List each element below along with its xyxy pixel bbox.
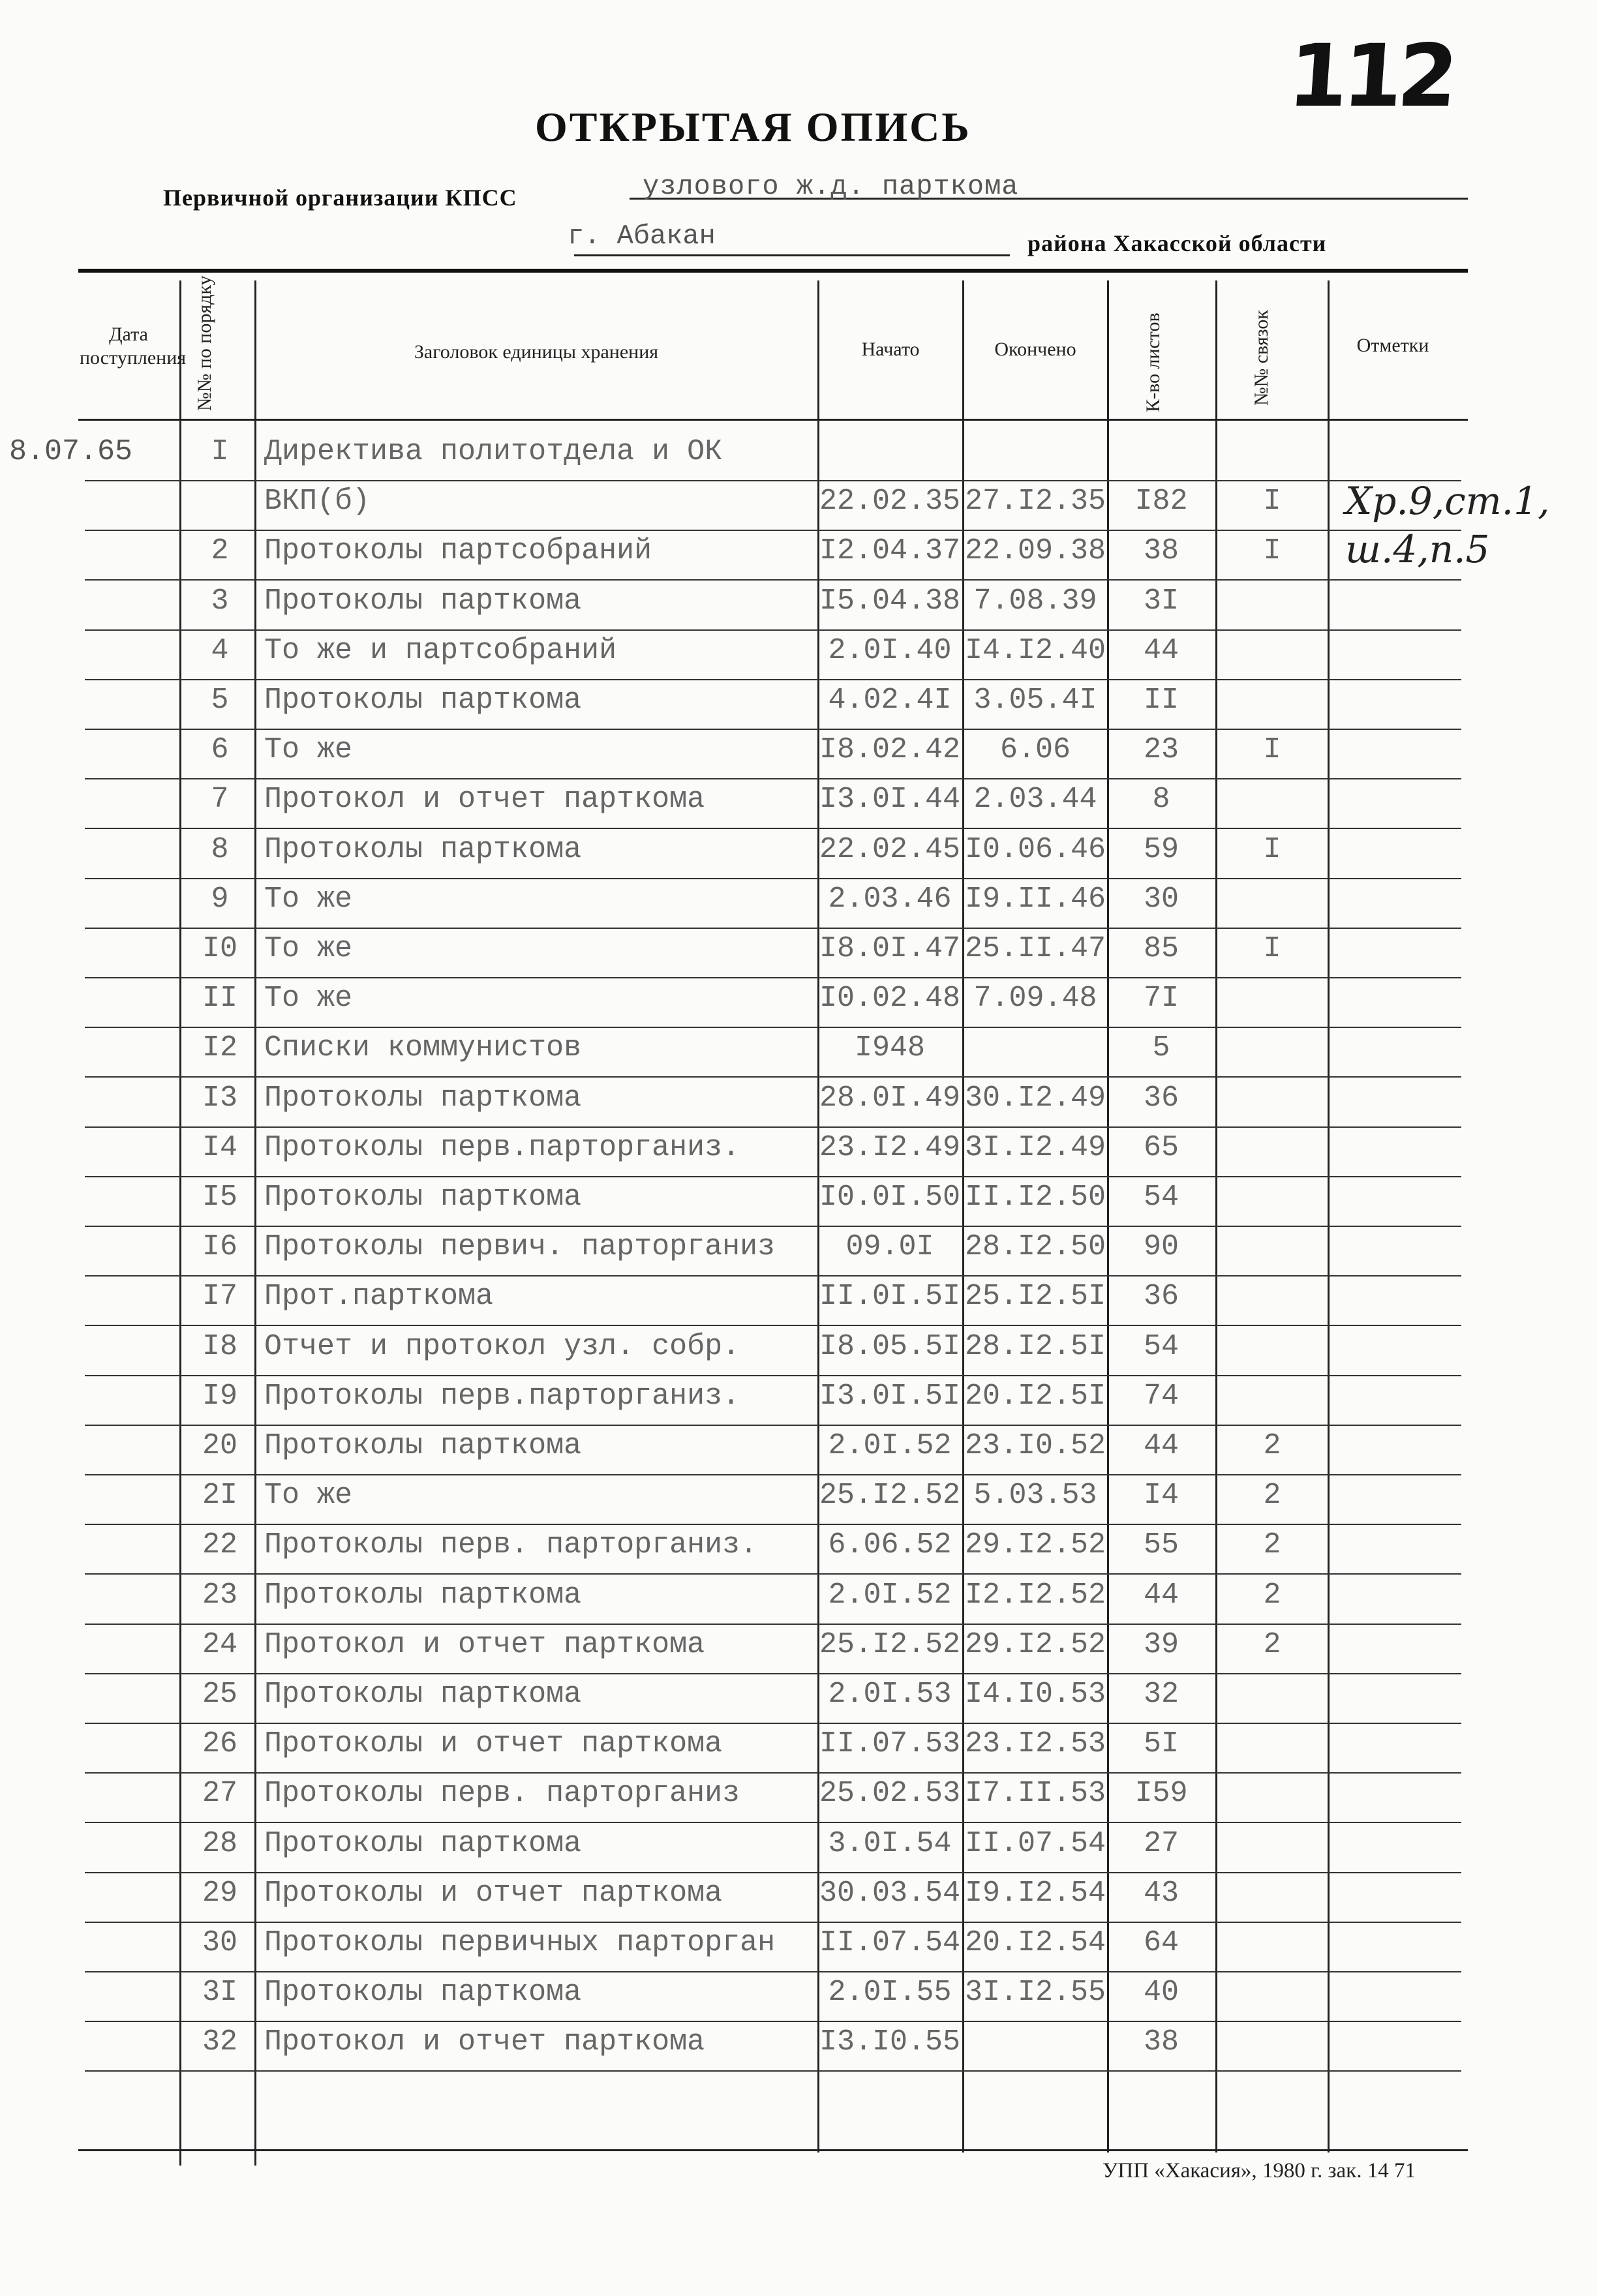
row-start-date: 25.02.53 bbox=[819, 1777, 961, 1810]
row-title: Протоколы парткома bbox=[264, 1429, 582, 1462]
row-sheet-count: I4 bbox=[1143, 1479, 1179, 1512]
row-separator bbox=[85, 1573, 1461, 1575]
row-title: Протоколы первичных парторган bbox=[264, 1926, 776, 1959]
row-title: Протоколы парткома bbox=[264, 1081, 582, 1115]
row-end-date: 23.I2.53 bbox=[964, 1727, 1106, 1760]
row-sheet-count: 44 bbox=[1143, 1429, 1179, 1462]
row-end-date: 6.06 bbox=[999, 733, 1071, 766]
row-bundle-number: I bbox=[1263, 932, 1281, 965]
page-title: ОТКРЫТАЯ ОПИСЬ bbox=[535, 104, 971, 150]
row-title: Списки коммунистов bbox=[264, 1031, 582, 1065]
row-end-date: 28.I2.50 bbox=[964, 1230, 1106, 1263]
row-start-date: 22.02.45 bbox=[819, 833, 961, 866]
row-start-date: 25.I2.52 bbox=[819, 1479, 961, 1512]
row-end-date: I4.I0.53 bbox=[964, 1678, 1106, 1711]
row-end-date: I9.I2.54 bbox=[964, 1877, 1106, 1910]
row-title: Протоколы перв. парторганиз bbox=[264, 1777, 740, 1810]
row-number: 28 bbox=[202, 1827, 237, 1860]
row-start-date: I3.0I.5I bbox=[819, 1380, 961, 1413]
notes-handwritten-1: Хр.9,ст.1, bbox=[1345, 479, 1550, 523]
row-start-date: II.0I.5I bbox=[819, 1280, 961, 1313]
row-end-date: II.07.54 bbox=[964, 1827, 1106, 1860]
row-sheet-count: 30 bbox=[1143, 883, 1179, 916]
row-sheet-count: 7I bbox=[1143, 982, 1179, 1015]
row-start-date: II.07.53 bbox=[819, 1727, 961, 1760]
row-number: 30 bbox=[202, 1926, 237, 1959]
row-number: 29 bbox=[202, 1877, 237, 1910]
row-number: 3I bbox=[202, 1976, 237, 2009]
row-separator bbox=[85, 928, 1461, 929]
row-title: Протоколы парткома bbox=[264, 1827, 582, 1860]
col-header-heading: Заголовок единицы хранения bbox=[414, 341, 659, 363]
row-end-date: 5.03.53 bbox=[973, 1479, 1097, 1512]
row-title: То же и партсобраний bbox=[264, 634, 617, 667]
row-separator bbox=[85, 1076, 1461, 1078]
row-start-date: I8.05.5I bbox=[819, 1330, 961, 1363]
row-start-date: I0.02.48 bbox=[819, 982, 961, 1015]
col-header-bundles: №№ связок bbox=[1251, 310, 1272, 406]
row-start-date: 3.0I.54 bbox=[828, 1827, 952, 1860]
row-number: I4 bbox=[202, 1131, 237, 1164]
row-sheet-count: 38 bbox=[1143, 2025, 1179, 2059]
row-end-date: 25.I2.5I bbox=[964, 1280, 1106, 1313]
row-bundle-number: I bbox=[1263, 534, 1281, 567]
row-sheet-count: 44 bbox=[1143, 634, 1179, 667]
row-number: 27 bbox=[202, 1777, 237, 1810]
row-end-date: 27.I2.35 bbox=[964, 485, 1106, 518]
row-end-date: 7.09.48 bbox=[973, 982, 1097, 1015]
row-end-date: 20.I2.54 bbox=[964, 1926, 1106, 1959]
row-start-date: I2.04.37 bbox=[819, 534, 961, 567]
col-header-number: №№ по порядку bbox=[194, 275, 215, 411]
row-separator bbox=[85, 1872, 1461, 1873]
org-label: Первичной организации КПСС bbox=[163, 185, 517, 211]
row-number: 22 bbox=[202, 1528, 237, 1562]
row-separator bbox=[85, 828, 1461, 829]
row-separator bbox=[85, 977, 1461, 978]
row-sheet-count: 38 bbox=[1143, 534, 1179, 567]
row-start-date: 2.0I.52 bbox=[828, 1578, 952, 1612]
row-title: То же bbox=[264, 1479, 353, 1512]
row-title: Протоколы перв.парторганиз. bbox=[264, 1131, 740, 1164]
row-title: Протокол и отчет парткома bbox=[264, 1628, 705, 1661]
row-sheet-count: 90 bbox=[1143, 1230, 1179, 1263]
row-end-date: 3.05.4I bbox=[973, 684, 1097, 717]
row-start-date: I0.0I.50 bbox=[819, 1181, 961, 1214]
row-separator bbox=[85, 1624, 1461, 1625]
row-sheet-count: 85 bbox=[1143, 932, 1179, 965]
row-sheet-count: 36 bbox=[1143, 1081, 1179, 1115]
page-number: 112 bbox=[1285, 26, 1456, 127]
row-start-date: 25.I2.52 bbox=[819, 1628, 961, 1661]
row-start-date: 2.03.46 bbox=[828, 883, 952, 916]
table-top-rule bbox=[78, 269, 1468, 273]
row-number: 24 bbox=[202, 1628, 237, 1661]
city-underline bbox=[574, 254, 1010, 256]
row-start-date: 30.03.54 bbox=[819, 1877, 961, 1910]
row-number: I7 bbox=[202, 1280, 237, 1313]
row-number: I9 bbox=[202, 1380, 237, 1413]
row-end-date: 20.I2.5I bbox=[964, 1380, 1106, 1413]
row-sheet-count: 5I bbox=[1143, 1727, 1179, 1760]
row-separator bbox=[85, 1723, 1461, 1724]
row-end-date: I2.I2.52 bbox=[964, 1578, 1106, 1612]
row-bundle-number: 2 bbox=[1263, 1479, 1281, 1512]
row-number: 7 bbox=[211, 783, 229, 816]
row-number: 2 bbox=[211, 534, 229, 567]
row-separator bbox=[85, 1176, 1461, 1177]
row-number: I3 bbox=[202, 1081, 237, 1115]
row-sheet-count: 54 bbox=[1143, 1181, 1179, 1214]
row-sheet-count: 64 bbox=[1143, 1926, 1179, 1959]
row-bundle-number: I bbox=[1263, 733, 1281, 766]
row-end-date: 30.I2.49 bbox=[964, 1081, 1106, 1115]
row-separator bbox=[85, 480, 1461, 481]
row-end-date: I9.II.46 bbox=[964, 883, 1106, 916]
row-title: Протоколы первич. парторганиз bbox=[264, 1230, 776, 1263]
row-title: Протоколы парткома bbox=[264, 1578, 582, 1612]
row-sheet-count: 5 bbox=[1152, 1031, 1170, 1065]
row-start-date: 2.0I.55 bbox=[828, 1976, 952, 2009]
row-title: То же bbox=[264, 932, 353, 965]
notes-handwritten-2: ш.4,п.5 bbox=[1345, 527, 1490, 571]
row-title: Протоколы парткома bbox=[264, 1976, 582, 2009]
row-bundle-number: 2 bbox=[1263, 1578, 1281, 1612]
row-sheet-count: 23 bbox=[1143, 733, 1179, 766]
row-sheet-count: 54 bbox=[1143, 1330, 1179, 1363]
row-separator bbox=[85, 1673, 1461, 1674]
row-start-date: 2.0I.40 bbox=[828, 634, 952, 667]
row-bundle-number: 2 bbox=[1263, 1528, 1281, 1562]
date-received: 8.07.65 bbox=[9, 435, 133, 468]
row-sheet-count: 65 bbox=[1143, 1131, 1179, 1164]
printer-footer: УПП «Хакасия», 1980 г. зак. 14 71 bbox=[1103, 2159, 1416, 2183]
row-start-date: 09.0I bbox=[845, 1230, 934, 1263]
row-start-date: 2.0I.52 bbox=[828, 1429, 952, 1462]
table-bottom-rule bbox=[78, 2149, 1468, 2151]
row-sheet-count: 39 bbox=[1143, 1628, 1179, 1661]
row-title: ВКП(б) bbox=[264, 485, 371, 518]
col-header-start: Начато bbox=[861, 339, 920, 360]
row-start-date: 6.06.52 bbox=[828, 1528, 952, 1562]
row-end-date: 28.I2.5I bbox=[964, 1330, 1106, 1363]
row-sheet-count: 40 bbox=[1143, 1976, 1179, 2009]
row-start-date: I3.0I.44 bbox=[819, 783, 961, 816]
row-start-date: 2.0I.53 bbox=[828, 1678, 952, 1711]
row-bundle-number: 2 bbox=[1263, 1429, 1281, 1462]
row-end-date: 3I.I2.55 bbox=[964, 1976, 1106, 2009]
row-sheet-count: 36 bbox=[1143, 1280, 1179, 1313]
row-start-date: 22.02.35 bbox=[819, 485, 961, 518]
row-start-date: I3.I0.55 bbox=[819, 2025, 961, 2059]
row-sheet-count: 44 bbox=[1143, 1578, 1179, 1612]
row-sheet-count: 74 bbox=[1143, 1380, 1179, 1413]
row-start-date: I948 bbox=[854, 1031, 926, 1065]
region-label: района Хакасской области bbox=[1027, 230, 1327, 256]
row-title: Протоколы парткома bbox=[264, 1181, 582, 1214]
row-separator bbox=[85, 2070, 1461, 2072]
row-bundle-number: I bbox=[1263, 833, 1281, 866]
row-sheet-count: I82 bbox=[1134, 485, 1188, 518]
row-end-date: I7.II.53 bbox=[964, 1777, 1106, 1810]
row-number: 32 bbox=[202, 2025, 237, 2059]
row-number: 25 bbox=[202, 1678, 237, 1711]
row-number: I bbox=[211, 435, 229, 468]
row-sheet-count: 3I bbox=[1143, 584, 1179, 618]
row-number: 2I bbox=[202, 1479, 237, 1512]
row-sheet-count: 43 bbox=[1143, 1877, 1179, 1910]
column-separator bbox=[179, 280, 181, 2166]
row-number: 8 bbox=[211, 833, 229, 866]
row-title: Протоколы перв.парторганиз. bbox=[264, 1380, 740, 1413]
row-separator bbox=[85, 1971, 1461, 1972]
row-title: Протокол и отчет парткома bbox=[264, 2025, 705, 2059]
row-end-date: II.I2.50 bbox=[964, 1181, 1106, 1214]
row-start-date: II.07.54 bbox=[819, 1926, 961, 1959]
row-bundle-number: I bbox=[1263, 485, 1281, 518]
row-separator bbox=[85, 1027, 1461, 1028]
row-title: Протоколы парткома bbox=[264, 1678, 582, 1711]
row-title: Прот.парткома bbox=[264, 1280, 494, 1313]
col-header-notes: Отметки bbox=[1356, 335, 1429, 356]
row-bundle-number: 2 bbox=[1263, 1628, 1281, 1661]
row-end-date: 22.09.38 bbox=[964, 534, 1106, 567]
row-number: 23 bbox=[202, 1578, 237, 1612]
column-separator bbox=[254, 280, 256, 2166]
org-value: узлового ж.д. парткома bbox=[643, 171, 1019, 202]
row-title: Протоколы парткома bbox=[264, 584, 582, 618]
row-number: 26 bbox=[202, 1727, 237, 1760]
row-number: 6 bbox=[211, 733, 229, 766]
row-sheet-count: 32 bbox=[1143, 1678, 1179, 1711]
row-start-date: 23.I2.49 bbox=[819, 1131, 961, 1164]
row-number: 5 bbox=[211, 684, 229, 717]
row-title: Протоколы парткома bbox=[264, 684, 582, 717]
row-sheet-count: 55 bbox=[1143, 1528, 1179, 1562]
city-value: г. Абакан bbox=[568, 220, 716, 252]
row-separator bbox=[85, 1524, 1461, 1525]
row-sheet-count: II bbox=[1143, 684, 1179, 717]
row-separator bbox=[85, 1275, 1461, 1276]
row-separator bbox=[85, 1772, 1461, 1774]
row-title: Протокол и отчет парткома bbox=[264, 783, 705, 816]
row-title: То же bbox=[264, 883, 353, 916]
row-separator bbox=[85, 1425, 1461, 1426]
row-end-date: 23.I0.52 bbox=[964, 1429, 1106, 1462]
row-separator bbox=[85, 1375, 1461, 1376]
row-separator bbox=[85, 1226, 1461, 1227]
row-start-date: 28.0I.49 bbox=[819, 1081, 961, 1115]
row-end-date: 29.I2.52 bbox=[964, 1628, 1106, 1661]
row-end-date: 3I.I2.49 bbox=[964, 1131, 1106, 1164]
table-header-rule bbox=[78, 419, 1468, 421]
row-end-date: I0.06.46 bbox=[964, 833, 1106, 866]
row-number: I5 bbox=[202, 1181, 237, 1214]
row-title: То же bbox=[264, 982, 353, 1015]
row-start-date: 4.02.4I bbox=[828, 684, 952, 717]
row-separator bbox=[85, 778, 1461, 779]
row-number: I8 bbox=[202, 1330, 237, 1363]
row-sheet-count: I59 bbox=[1134, 1777, 1188, 1810]
row-start-date: I8.0I.47 bbox=[819, 932, 961, 965]
row-title: То же bbox=[264, 733, 353, 766]
row-separator bbox=[85, 1126, 1461, 1128]
row-end-date: 2.03.44 bbox=[973, 783, 1097, 816]
row-number: I0 bbox=[202, 932, 237, 965]
row-sheet-count: 8 bbox=[1152, 783, 1170, 816]
row-separator bbox=[85, 1325, 1461, 1326]
row-end-date: 29.I2.52 bbox=[964, 1528, 1106, 1562]
col-header-end: Окончено bbox=[994, 339, 1076, 360]
row-number: I6 bbox=[202, 1230, 237, 1263]
row-number: 4 bbox=[211, 634, 229, 667]
row-number: I2 bbox=[202, 1031, 237, 1065]
row-separator bbox=[85, 1922, 1461, 1923]
row-separator bbox=[85, 530, 1461, 531]
row-separator bbox=[85, 1822, 1461, 1823]
row-sheet-count: 59 bbox=[1143, 833, 1179, 866]
row-end-date: 25.II.47 bbox=[964, 932, 1106, 965]
row-number: 3 bbox=[211, 584, 229, 618]
row-title: Директива политотдела и ОК bbox=[264, 435, 723, 468]
row-number: 9 bbox=[211, 883, 229, 916]
row-separator bbox=[85, 729, 1461, 730]
row-title: Протоколы парткома bbox=[264, 833, 582, 866]
row-separator bbox=[85, 1474, 1461, 1475]
row-separator bbox=[85, 629, 1461, 631]
row-end-date: I4.I2.40 bbox=[964, 634, 1106, 667]
row-title: Протоколы партсобраний bbox=[264, 534, 652, 567]
row-start-date: I8.02.42 bbox=[819, 733, 961, 766]
row-separator bbox=[85, 878, 1461, 879]
row-title: Отчет и протокол узл. собр. bbox=[264, 1330, 740, 1363]
row-title: Протоколы и отчет парткома bbox=[264, 1727, 723, 1760]
row-separator bbox=[85, 2021, 1461, 2022]
row-sheet-count: 27 bbox=[1143, 1827, 1179, 1860]
row-number: 20 bbox=[202, 1429, 237, 1462]
row-end-date: 7.08.39 bbox=[973, 584, 1097, 618]
row-title: Протоколы перв. парторганиз. bbox=[264, 1528, 758, 1562]
row-number: II bbox=[202, 982, 237, 1015]
col-header-date: Дата поступления bbox=[80, 324, 187, 369]
row-separator bbox=[85, 679, 1461, 680]
row-title: Протоколы и отчет парткома bbox=[264, 1877, 723, 1910]
row-separator bbox=[85, 579, 1461, 581]
col-header-sheets: К-во листов bbox=[1142, 312, 1164, 412]
row-start-date: I5.04.38 bbox=[819, 584, 961, 618]
